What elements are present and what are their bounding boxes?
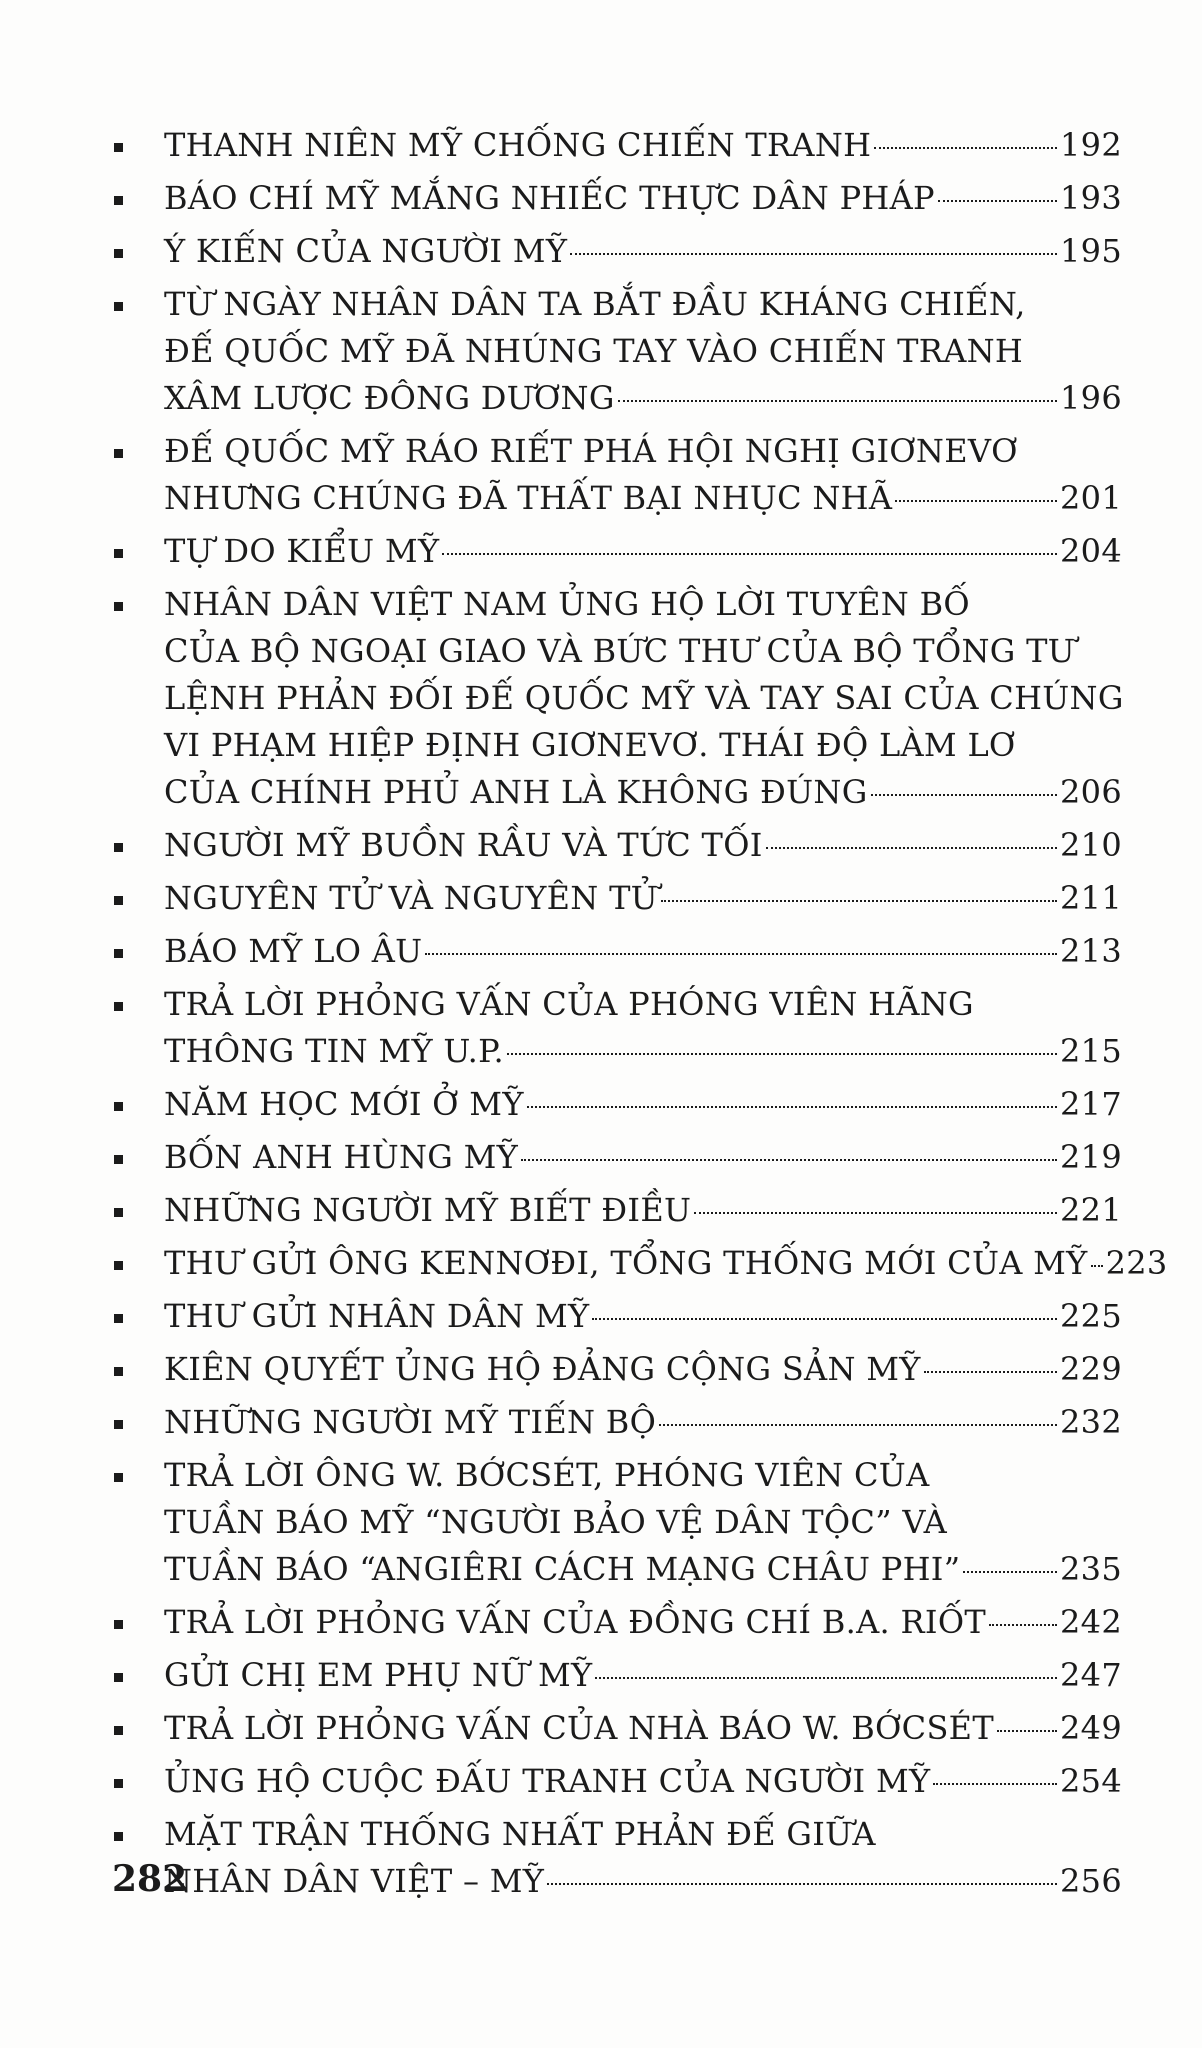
square-bullet-icon [114, 1832, 123, 1841]
toc-entry-title-line: NHÂN DÂN VIỆT NAM ỦNG HỘ LỜI TUYÊN BỐ [164, 585, 970, 623]
dot-leader [989, 1624, 1057, 1626]
toc-entry-last-line [164, 1758, 1122, 1805]
toc-entry-last-line [164, 1858, 1122, 1905]
toc-page-number: 210 [1060, 826, 1122, 864]
toc-page-number: 211 [1060, 879, 1122, 917]
toc-page-number: 247 [1060, 1656, 1122, 1694]
square-bullet-icon [114, 949, 123, 958]
toc-entry [108, 1081, 1122, 1128]
dot-leader [661, 900, 1057, 902]
toc-entry [108, 1452, 1122, 1593]
toc-entry [108, 122, 1122, 169]
square-bullet-icon [114, 196, 123, 205]
toc-entry-last-line [164, 175, 1122, 222]
toc-entry [108, 428, 1122, 522]
toc-entry-last-line [164, 928, 1122, 975]
toc-entry-last-line [164, 1599, 1122, 1646]
toc-entry-last-line [164, 528, 1122, 575]
toc-entry-last-line [164, 1134, 1122, 1181]
toc-entry-title-line: TRẢ LỜI ÔNG W. BỚCSÉT, PHÓNG VIÊN CỦA [164, 1456, 930, 1494]
square-bullet-icon [114, 1314, 123, 1323]
toc-entry-last-line [164, 1240, 1168, 1287]
toc-entry-title-line: NGƯỜI MỸ BUỒN RẦU VÀ TỨC TỐI [164, 826, 763, 864]
toc-page-number: 213 [1060, 932, 1122, 970]
square-bullet-icon [114, 1673, 123, 1682]
toc-page-number: 192 [1060, 126, 1122, 164]
toc-entry [108, 175, 1122, 222]
toc-entry-title-line: XÂM LƯỢC ĐÔNG DƯƠNG [164, 379, 615, 417]
toc-page-number: 229 [1060, 1350, 1122, 1388]
dot-leader [871, 794, 1057, 796]
square-bullet-icon [114, 302, 123, 311]
toc-page-number: 215 [1060, 1032, 1122, 1070]
toc-entry-last-line [164, 875, 1122, 922]
toc-entry [108, 1758, 1122, 1805]
toc-entry-title-line: LỆNH PHẢN ĐỐI ĐẾ QUỐC MỸ VÀ TAY SAI CỦA CHÚNG [164, 679, 1124, 717]
toc-entry [108, 1599, 1122, 1646]
toc-entry-title-line: TRẢ LỜI PHỎNG VẤN CỦA ĐỒNG CHÍ B.A. RIỐT [164, 1603, 986, 1641]
dot-leader [547, 1883, 1057, 1885]
dot-leader [694, 1212, 1057, 1214]
toc-entry-title-line: BÁO CHÍ MỸ MẮNG NHIẾC THỰC DÂN PHÁP [164, 179, 935, 217]
square-bullet-icon [114, 1367, 123, 1376]
toc-entry-last-line [164, 1399, 1122, 1446]
dot-leader [570, 253, 1057, 255]
square-bullet-icon [114, 1261, 123, 1270]
toc-entry-title-line: NGUYÊN TỬ VÀ NGUYÊN TỬ [164, 879, 658, 917]
toc-entry-last-line [164, 1546, 1122, 1593]
toc-entry-title-line: THÔNG TIN MỸ U.P. [164, 1032, 504, 1070]
dot-leader [595, 1677, 1057, 1679]
square-bullet-icon [114, 1102, 123, 1111]
square-bullet-icon [114, 143, 123, 152]
toc-entry-title-line: MẶT TRẬN THỐNG NHẤT PHẢN ĐẾ GIỮA [164, 1815, 876, 1853]
toc-entry-last-line [164, 375, 1122, 422]
toc-entry-title-line: TRẢ LỜI PHỎNG VẤN CỦA NHÀ BÁO W. BỚCSÉT [164, 1709, 994, 1747]
toc-entry [108, 1134, 1122, 1181]
square-bullet-icon [114, 1420, 123, 1429]
toc-page-number: 219 [1060, 1138, 1122, 1176]
toc-page-number: 221 [1060, 1191, 1122, 1229]
toc-entry-title-line: BỐN ANH HÙNG MỸ [164, 1138, 519, 1176]
toc-entry-last-line [164, 122, 1122, 169]
square-bullet-icon [114, 1620, 123, 1629]
toc-page-number: 193 [1060, 179, 1122, 217]
toc-entry [108, 1811, 1122, 1905]
toc-entry [108, 1293, 1122, 1340]
square-bullet-icon [114, 602, 123, 611]
dot-leader [1091, 1265, 1103, 1267]
toc-page-number: 242 [1060, 1603, 1122, 1641]
dot-leader [895, 500, 1057, 502]
square-bullet-icon [114, 896, 123, 905]
dot-leader [659, 1424, 1057, 1426]
toc-entry [108, 1652, 1122, 1699]
dot-leader [924, 1371, 1057, 1373]
toc-entry [108, 1346, 1122, 1393]
toc-entry [108, 1240, 1168, 1287]
dot-leader [425, 953, 1057, 955]
dot-leader [963, 1571, 1057, 1573]
toc-page-number: 232 [1060, 1403, 1122, 1441]
square-bullet-icon [114, 1208, 123, 1217]
toc-entry-title-line: NĂM HỌC MỚI Ở MỸ [164, 1085, 524, 1123]
toc-page-number: 206 [1060, 773, 1122, 811]
toc-entry-title-line: ĐẾ QUỐC MỸ RÁO RIẾT PHÁ HỘI NGHỊ GIƠNEVƠ [164, 432, 1018, 470]
toc-entry-title-line: THƯ GỬI NHÂN DÂN MỸ [164, 1297, 590, 1335]
toc-entry [108, 581, 1122, 816]
toc-entry [108, 1705, 1122, 1752]
toc-entry-title-line: NHÂN DÂN VIỆT – MỸ [164, 1862, 545, 1900]
dot-leader [592, 1318, 1057, 1320]
toc-entry [108, 281, 1122, 422]
toc-entry-last-line [164, 822, 1122, 869]
page-number: 282 [112, 1858, 188, 1900]
toc-entry-last-line [164, 1028, 1122, 1075]
dot-leader [766, 847, 1057, 849]
toc-entry [108, 875, 1122, 922]
toc-entry-title-line: TUẦN BÁO “ANGIÊRI CÁCH MẠNG CHÂU PHI” [164, 1550, 961, 1588]
toc-entry-title-line: ỦNG HỘ CUỘC ĐẤU TRANH CỦA NGƯỜI MỸ [164, 1762, 931, 1800]
toc-page-number: 204 [1060, 532, 1122, 570]
toc-entry [108, 981, 1122, 1075]
toc-page-number: 217 [1060, 1085, 1122, 1123]
square-bullet-icon [114, 449, 123, 458]
toc-entry-last-line [164, 1346, 1122, 1393]
dot-leader [442, 553, 1057, 555]
toc-entry-title-line: GỬI CHỊ EM PHỤ NỮ MỸ [164, 1656, 593, 1694]
toc-entry [108, 822, 1122, 869]
toc-page-number: 225 [1060, 1297, 1122, 1335]
toc-entry-last-line [164, 769, 1122, 816]
toc-entry [108, 228, 1122, 275]
square-bullet-icon [114, 1473, 123, 1482]
toc-entry-title-line: TỰ DO KIỂU MỸ [164, 532, 440, 570]
dot-leader [507, 1053, 1057, 1055]
toc-entry-last-line [164, 228, 1122, 275]
toc-entry-title-line: THƯ GỬI ÔNG KENNƠĐI, TỔNG THỐNG MỚI CỦA MỸ [164, 1244, 1088, 1282]
square-bullet-icon [114, 1002, 123, 1011]
square-bullet-icon [114, 843, 123, 852]
toc-entry [108, 1187, 1122, 1234]
toc-page-number: 256 [1060, 1862, 1122, 1900]
toc-entry-title-line: KIÊN QUYẾT ỦNG HỘ ĐẢNG CỘNG SẢN MỸ [164, 1350, 921, 1388]
toc-entry-title-line: ĐẾ QUỐC MỸ ĐÃ NHÚNG TAY VÀO CHIẾN TRANH [164, 332, 1024, 370]
toc-page-number: 223 [1105, 1244, 1168, 1282]
square-bullet-icon [114, 1155, 123, 1164]
toc-entry [108, 528, 1122, 575]
toc-entry-last-line [164, 1081, 1122, 1128]
toc-entry-last-line [164, 1652, 1122, 1699]
toc-entry-title-line: VI PHẠM HIỆP ĐỊNH GIƠNEVƠ. THÁI ĐỘ LÀM LƠ [164, 726, 1016, 764]
toc-entry [108, 1399, 1122, 1446]
toc-entry-title-line: TRẢ LỜI PHỎNG VẤN CỦA PHÓNG VIÊN HÃNG [164, 985, 974, 1023]
toc-entry-title-line: NHỮNG NGƯỜI MỸ TIẾN BỘ [164, 1403, 657, 1441]
table-of-contents [108, 122, 1168, 1911]
toc-page-number: 196 [1060, 379, 1122, 417]
toc-page-number: 235 [1060, 1550, 1122, 1588]
dot-leader [997, 1730, 1057, 1732]
toc-entry-last-line [164, 1187, 1122, 1234]
toc-entry [108, 928, 1122, 975]
toc-entry-last-line [164, 1293, 1122, 1340]
toc-entry-title-line: TỪ NGÀY NHÂN DÂN TA BẮT ĐẦU KHÁNG CHIẾN, [164, 285, 1026, 323]
dot-leader [521, 1159, 1057, 1161]
toc-page-number: 201 [1060, 479, 1122, 517]
toc-page-number: 249 [1060, 1709, 1122, 1747]
dot-leader [618, 400, 1057, 402]
toc-entry-title-line: NHỮNG NGƯỜI MỸ BIẾT ĐIỀU [164, 1191, 692, 1229]
toc-entry-last-line [164, 475, 1122, 522]
dot-leader [933, 1783, 1057, 1785]
toc-page-number: 195 [1060, 232, 1122, 270]
toc-entry-last-line [164, 1705, 1122, 1752]
dot-leader [527, 1106, 1057, 1108]
square-bullet-icon [114, 1779, 123, 1788]
toc-page-number: 254 [1060, 1762, 1122, 1800]
toc-entry-title-line: TUẦN BÁO MỸ “NGƯỜI BẢO VỆ DÂN TỘC” VÀ [164, 1503, 947, 1541]
toc-entry-title-line: THANH NIÊN MỸ CHỐNG CHIẾN TRANH [164, 126, 872, 164]
toc-entry-title-line: CỦA CHÍNH PHỦ ANH LÀ KHÔNG ĐÚNG [164, 773, 868, 811]
square-bullet-icon [114, 549, 123, 558]
toc-entry-title-line: Ý KIẾN CỦA NGƯỜI MỸ [164, 232, 568, 270]
toc-entry-title-line: NHƯNG CHÚNG ĐÃ THẤT BẠI NHỤC NHÃ [164, 479, 893, 517]
square-bullet-icon [114, 249, 123, 258]
dot-leader [874, 147, 1057, 149]
square-bullet-icon [114, 1726, 123, 1735]
toc-entry-title-line: CỦA BỘ NGOẠI GIAO VÀ BỨC THƯ CỦA BỘ TỔNG TƯ [164, 632, 1076, 670]
dot-leader [938, 200, 1057, 202]
toc-entry-title-line: BÁO MỸ LO ÂU [164, 932, 423, 970]
